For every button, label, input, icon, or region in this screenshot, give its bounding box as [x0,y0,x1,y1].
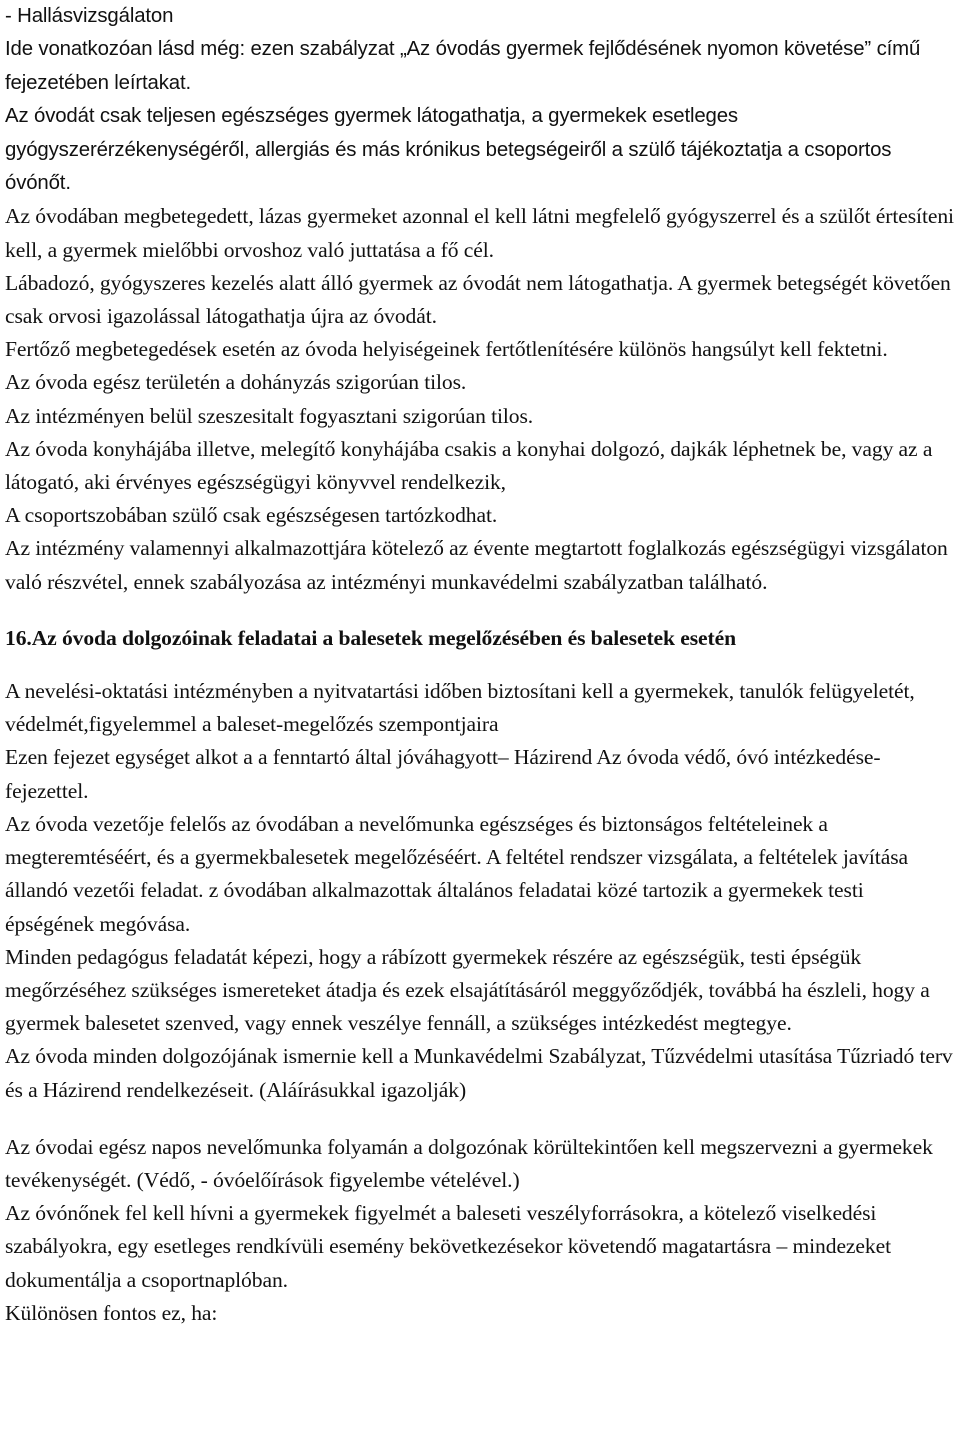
document-page [5,0,957,1330]
paragraph-recovering-child: Lábadozó, gyógyszeres kezelés alatt álló gyermek az óvodát nem látogathatja. A gyermek betegségét követően csak orvosi igazolással látogathatja újra az óvodát. [5,270,951,329]
paragraph-no-smoking: Az óvoda egész területén a dohányzás szigorúan tilos. [5,370,467,395]
paragraph-daily-care: Az óvodai egész napos nevelőmunka folyamán a dolgozónak körültekintően kell megszervezni a gyermekek tevékenységét. (Védő, - óvóelőírások figyelembe vételével.) [5,1134,933,1192]
paragraph-especially-important: Különösen fontos ez, ha: [5,1300,218,1325]
paragraph-regulations: Az óvoda minden dolgozójának ismernie kell a Munkavédelmi Szabályzat, Tűzvédelmi utasítása Tűzriadó terv és a Házirend rendelkezéseit. (Aláírásukkal igazolják) [5,1044,953,1102]
paragraph-hallasvizsgalat: - Hallásvizsgálaton [5,5,174,27]
paragraph-supervision: A nevelési-oktatási intézményben a nyitvatartási időben biztosítani kell a gyermekek, tanulók felügyeletét, védelmét,figyelemmel a baleset-megelőzés szempontjaira [5,679,915,737]
paragraph-gap [5,1107,957,1131]
paragraph-reference: Ide vonatkozóan lásd még: ezen szabályzat „Az óvodás gyermek fejlődésének nyomon követése” című fejezetében leírtakat. [5,38,921,94]
paragraph-house-rules: Ezen fejezet egységet alkot a a fenntartó által jóváhagyott– Házirend Az óvoda védő, óvó intézkedése- fejezettel. [5,745,881,803]
paragraph-group-room: A csoportszobában szülő csak egészségesen tartózkodhat. [5,503,498,528]
paragraph-teacher-duty: Minden pedagógus feladatát képezi, hogy a rábízott gyermekek részére az egészségük, testi épségük megőrzéséhez szükséges ismereteket átadja és ezek elsajátításáról meggyőződjék, továbbá ha észleli, hogy a gyermek balesetet szenved, vagy ennek veszélye fennáll, a szükséges intézkedést megtegye. [5,944,930,1036]
paragraph-kitchen-access: Az óvoda konyhájába illetve, melegítő konyhájába csakis a konyhai dolgozó, dajkák léphetnek be, vagy az a látogató, aki érvényes egészségügyi könyvvel rendelkezik, [5,436,933,495]
paragraph-director-responsibility: Az óvoda vezetője felelős az óvodában a nevelőmunka egészséges és biztonságos feltételeinek a megteremtéséért, és a gyermekbalesetek megelőzéséért. A feltétel rendszer vizsgálata, a feltételek javítása állandó vezetői feladat. z óvodában alkalmazottak általános feladatai közé tartozik a gyermekek testi épségének megóvása. [5,811,908,936]
paragraph-health-exam: Az intézmény valamennyi alkalmazottjára kötelező az évente megtartott foglalkozás egészségügyi vizsgálaton való részvétel, ennek szabályozása az intézményi munkavédelmi szabályzatban található. [5,536,948,594]
paragraph-hazard-awareness: Az óvónőnek fel kell hívni a gyermekek figyelmét a baleseti veszélyforrásokra, a kötelező viselkedési szabályokra, egy esetleges rendkívüli esemény bekövetkezésekor követendő magatartásra – mindezeket dokumentálja a csoportnaplóban. [5,1201,891,1292]
paragraph-sick-child: Az óvodában megbetegedett, lázas gyermeket azonnal el kell látni megfelelő gyógyszerrel és a szülőt értesíteni kell, a gyermek mielőbbi orvoshoz való juttatása a fő cél. [5,204,954,262]
paragraph-healthy-child: Az óvodát csak teljesen egészséges gyermek látogathatja, a gyermekek esetleges gyógyszerérzékenységéről, allergiás és más krónikus betegségeiről a szülő tájékoztatja a csoportos óvónőt. [5,105,892,195]
section-heading: 16.Az óvoda dolgozóinak feladatai a balesetek megelőzésében és balesetek esetén [5,625,736,650]
paragraph-disinfection: Fertőző megbetegedések esetén az óvoda helyiségeinek fertőtlenítésére különös hangsúlyt kell fektetni. [5,337,888,362]
paragraph-no-alcohol: Az intézményen belül szeszesitalt fogyasztani szigorúan tilos. [5,403,534,428]
